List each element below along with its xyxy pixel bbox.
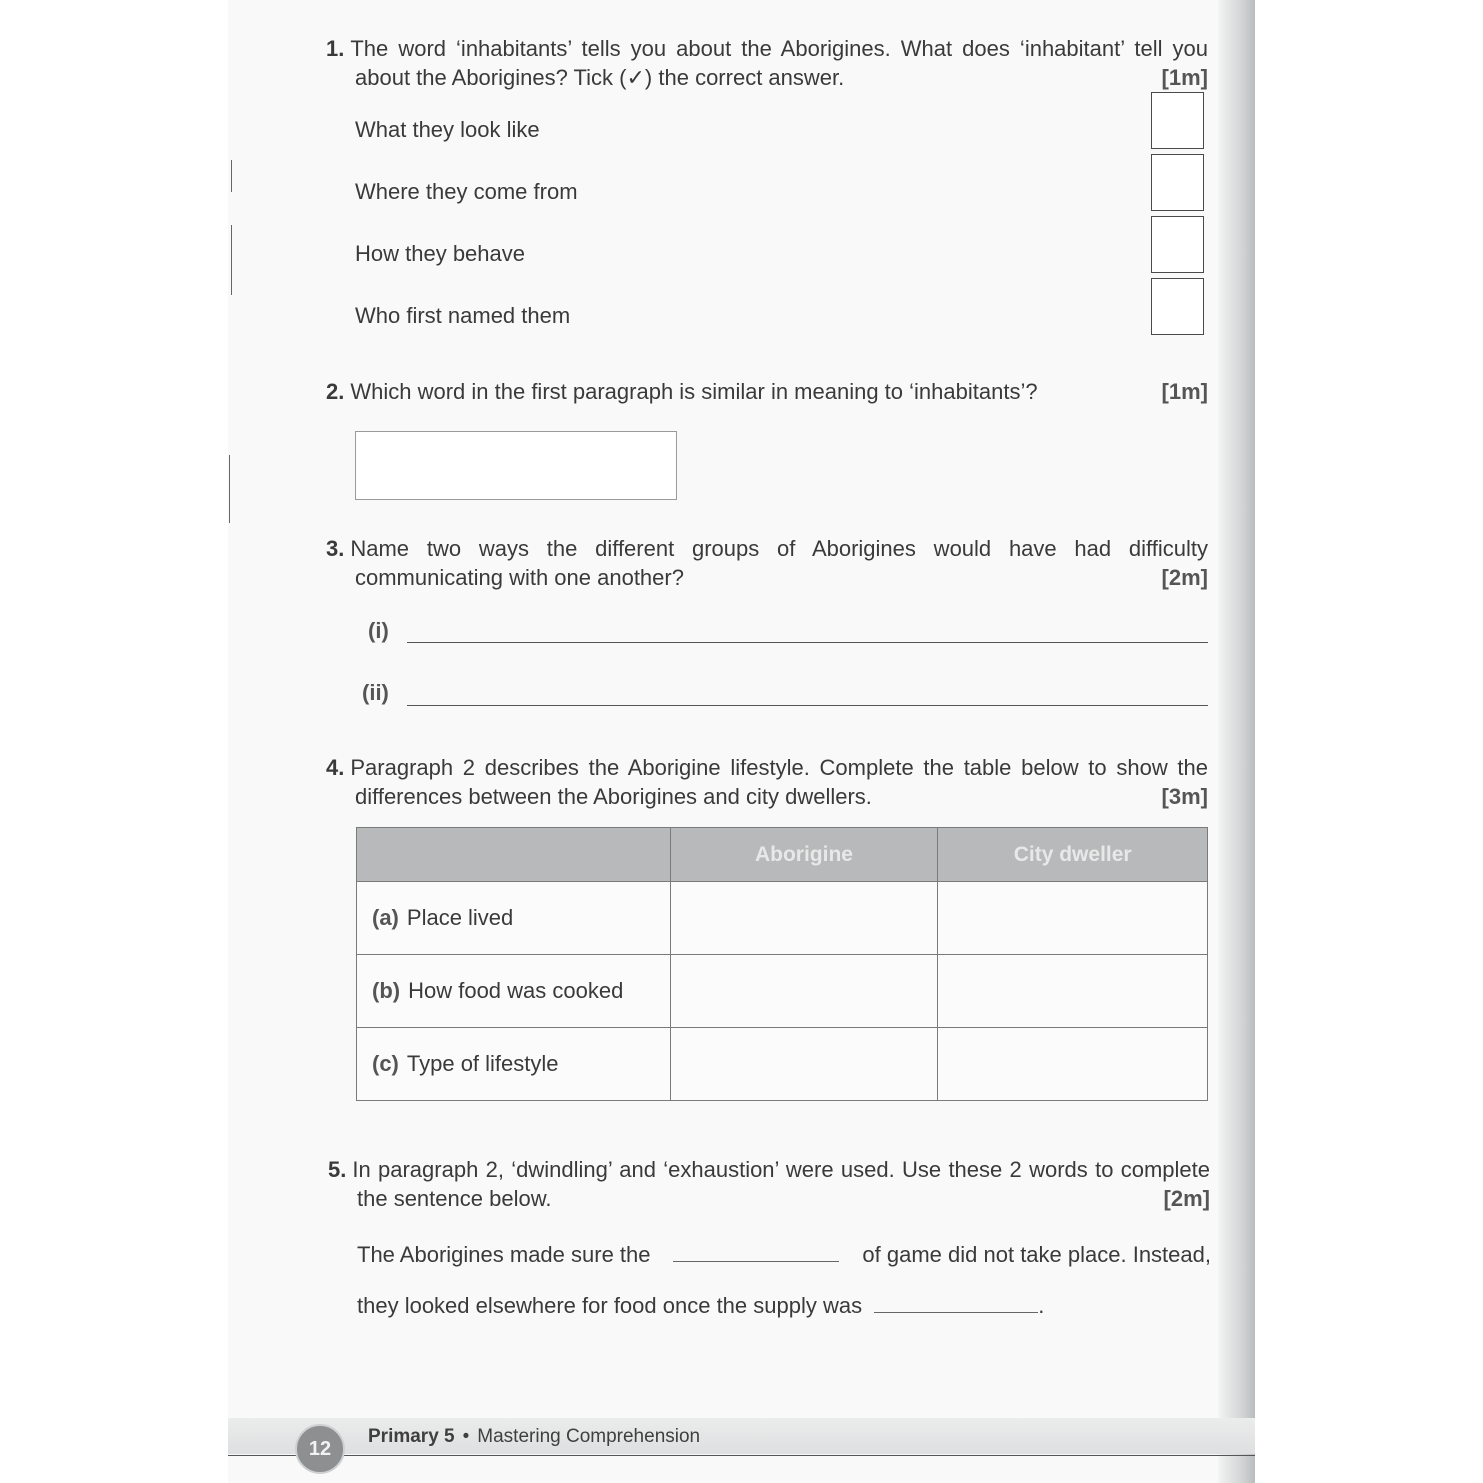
marks-label: [1m] <box>1161 65 1208 90</box>
question-number: 5. <box>328 1157 347 1182</box>
margin-mark <box>231 225 232 295</box>
fill-in-sentence-line-2 <box>357 1293 1211 1319</box>
answer-cell[interactable] <box>670 882 938 955</box>
row-text: How food was cooked <box>408 978 624 1003</box>
margin-mark <box>229 455 230 523</box>
question-number: 1. <box>326 36 345 61</box>
row-label <box>357 882 671 955</box>
question-text: Paragraph 2 describes the Aborigine lifestyle. Complete the table below to show the <box>350 755 1208 780</box>
fill-in-blank[interactable] <box>673 1245 839 1262</box>
row-letter: (a) <box>372 905 399 930</box>
table-row <box>357 1028 1208 1101</box>
marks-label: [2m] <box>1163 1186 1210 1211</box>
table-header: Aborigine <box>670 828 938 882</box>
option-label: What they look like <box>355 117 540 142</box>
table-header <box>357 828 671 882</box>
marks-label: [2m] <box>1161 565 1208 590</box>
question-text: the sentence below. <box>357 1186 552 1211</box>
sentence-text: . <box>1038 1293 1045 1318</box>
question-1 <box>326 34 1208 92</box>
footer-title <box>368 1426 700 1448</box>
answer-line[interactable] <box>407 705 1208 706</box>
tick-box[interactable] <box>1151 154 1204 211</box>
answer-cell[interactable] <box>938 1028 1208 1101</box>
answer-cell[interactable] <box>670 1028 938 1101</box>
sentence-text: The Aborigines made sure the <box>357 1242 651 1267</box>
marks-label: [3m] <box>1161 784 1208 809</box>
fill-in-sentence-line-1 <box>357 1242 1211 1268</box>
answer-cell[interactable] <box>938 882 1208 955</box>
row-text: Type of lifestyle <box>406 1051 559 1076</box>
answer-line[interactable] <box>407 642 1208 643</box>
row-label <box>357 1028 671 1101</box>
option-label: Where they come from <box>355 179 578 204</box>
question-4 <box>326 753 1208 811</box>
question-number: 3. <box>326 536 345 561</box>
question-5 <box>328 1155 1210 1213</box>
part-label: (i) <box>368 618 389 643</box>
table-header: City dweller <box>938 828 1208 882</box>
question-number: 4. <box>326 755 345 780</box>
tick-box[interactable] <box>1151 92 1204 149</box>
question-3 <box>326 534 1208 592</box>
question-text: communicating with one another? <box>355 565 684 590</box>
option-label: How they behave <box>355 241 525 266</box>
table-row <box>357 955 1208 1028</box>
answer-cell[interactable] <box>938 955 1208 1028</box>
row-letter: (c) <box>372 1051 399 1076</box>
row-label <box>357 955 671 1028</box>
footer-rule <box>228 1455 1255 1456</box>
answer-box[interactable] <box>355 431 677 500</box>
footer-level: Primary 5 <box>368 1426 455 1447</box>
tick-box[interactable] <box>1151 216 1204 273</box>
margin-mark <box>231 160 232 192</box>
row-text: Place lived <box>406 905 514 930</box>
page-number-badge: 12 <box>295 1424 345 1474</box>
footer-book-title: Mastering Comprehension <box>477 1426 701 1447</box>
answer-cell[interactable] <box>670 955 938 1028</box>
fill-in-blank[interactable] <box>874 1296 1038 1313</box>
question-number: 2. <box>326 379 345 404</box>
question-text: differences between the Aborigines and city dwellers. <box>355 784 872 809</box>
table-row <box>357 882 1208 955</box>
question-2 <box>326 377 1208 406</box>
row-letter: (b) <box>372 978 401 1003</box>
page-gutter-shadow <box>1218 0 1255 1483</box>
footer-separator: • <box>462 1426 470 1447</box>
tick-box[interactable] <box>1151 278 1204 335</box>
question-text: In paragraph 2, ‘dwindling’ and ‘exhaustion’ were used. Use these 2 words to complete <box>352 1157 1210 1182</box>
marks-label: [1m] <box>1161 379 1208 404</box>
sentence-text: of game did not take place. Instead, <box>862 1242 1211 1267</box>
part-label: (ii) <box>362 680 389 705</box>
question-text: Which word in the first paragraph is similar in meaning to ‘inhabitants’? <box>350 379 1038 404</box>
sentence-text: they looked elsewhere for food once the supply was <box>357 1293 863 1318</box>
question-text: The word ‘inhabitants’ tells you about the Aborigines. What does ‘inhabitant’ tell you <box>350 36 1208 61</box>
question-text: Name two ways the different groups of Aborigines would have had difficulty <box>350 536 1208 561</box>
option-label: Who first named them <box>355 303 571 328</box>
question-text: about the Aborigines? Tick (✓) the correct answer. <box>355 65 845 90</box>
table-header-row <box>357 828 1208 882</box>
lifestyle-table <box>356 827 1208 1101</box>
